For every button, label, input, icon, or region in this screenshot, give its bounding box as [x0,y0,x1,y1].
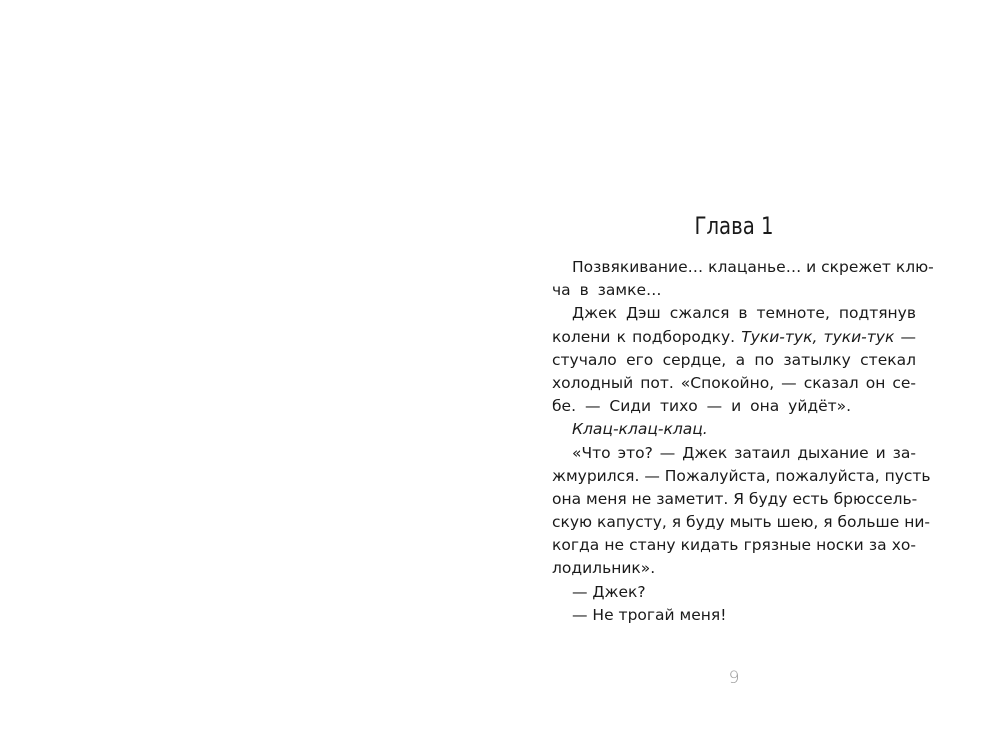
text-line: Позвякивание… клацанье… и скрежет клю- [572,258,934,276]
text-fragment: — [894,327,917,346]
text-line: жмурился. — Пожалуйста, пожалуйста, пусть [552,466,931,485]
right-page [500,0,1000,750]
page-number: 9 [728,668,740,688]
text-line: стучало его сердце, а по затылку стекал [552,350,916,369]
dialogue-line: — Джек? [572,582,646,601]
chapter-text [552,256,934,627]
text-line [552,326,916,349]
chapter-title: Глава 1 [694,212,774,240]
text-line: «Что это? — Джек затаил дыхание и за- [572,443,916,462]
italic-fragment: Туки-тук, туки-тук [741,327,895,346]
text-fragment: колени к подбородку. [552,327,742,346]
text-line: лодильник». [552,559,656,578]
text-line: скую капусту, я буду мыть шею, я больше ни- [552,513,931,532]
text-line: Джек Дэш сжался в темноте, подтянув [572,304,916,323]
text-line: холодный пот. «Спокойно, — сказал он се- [552,373,916,392]
text-line: ча в замке… [552,281,662,300]
text-line: она меня не заметит. Я буду есть брюссель- [552,489,918,508]
text-line: бе. — Сиди тихо — и она уйдёт». [552,397,852,416]
italic-line: Клац-клац-клац. [572,420,708,439]
text-line: когда не стану кидать грязные носки за хо- [552,536,916,555]
dialogue-line: — Не трогай меня! [572,605,727,624]
